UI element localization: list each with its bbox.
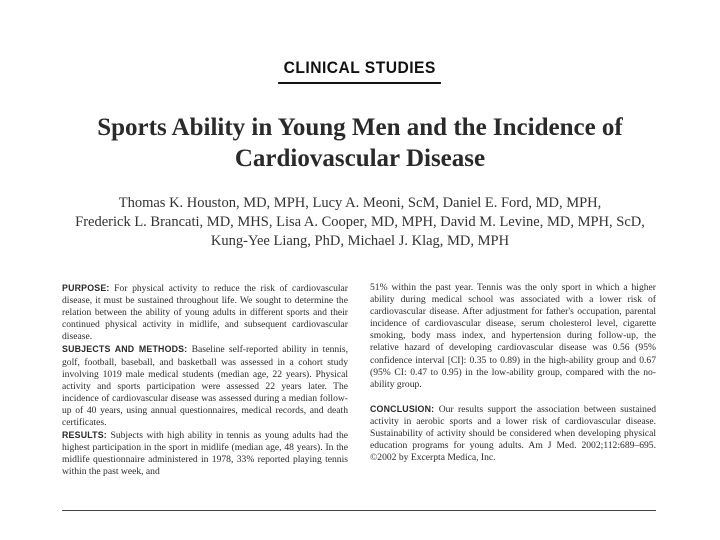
author-line: Kung-Yee Liang, PhD, Michael J. Klag, MD, MPH [210, 233, 510, 249]
conclusion-text: Our results support the association between sustained activity in aerobic sports and a lower risk of cardiovascular disease. Sustainability of activity should be considered when developing physical education programs for young adults. Am J Med. 2002;112:689–695. ©2002 by Excerpta Medica, Inc. [370, 403, 657, 464]
author-line: Frederick L. Brancati, MD, MHS, Lisa A. Cooper, MD, MPH, David M. Levine, MD, MPH, ScD, [75, 214, 645, 230]
methods-heading: SUBJECTS AND METHODS: [62, 344, 188, 355]
abstract-left-column [62, 282, 348, 479]
results-continuation-text: 51% within the past year. Tennis was the only sport in which a higher ability during medical school was associated with a lower risk of cardiovascular disease. After adjustment for father's occupation, parental incidence of cardiovascular disease, serum cholesterol level, cigarette smoking, body mass index, and hypertension during follow-up, the relative hazard of developing cardiovascular disease was 0.56 (95% confidence interval [CI]: 0.35 to 0.89) in the high-ability group and 0.67 (95% CI: 0.47 to 0.95) in the low-ability group, compared with the no-ability group. [370, 282, 656, 390]
abstract [62, 282, 656, 479]
abstract-results-continued [370, 282, 656, 391]
section-label-text: CLINICAL STUDIES [278, 58, 441, 84]
abstract-right-column [370, 282, 656, 479]
results-heading: RESULTS: [62, 430, 107, 441]
results-text: Subjects with high ability in tennis as young adults had the highest participation in the sport in midlife (median age, 48 years). In the midlife questionnaire administered in 1978, 33% reported playing tennis within the past week, and [62, 430, 348, 478]
author-line: Thomas K. Houston, MD, MPH, Lucy A. Meoni, ScM, Daniel E. Ford, MD, MPH, [118, 195, 602, 211]
bottom-rule [62, 510, 656, 511]
methods-text: Baseline self-reported ability in tennis, golf, football, baseball, and basketball was assessed in a cohort study involving 1019 male medical students (median age, 22 years). Physical activity and sports participation were assessed 22 years later. The incidence of cardiovascular disease was assessed during a median follow-up of 40 years, using annual questionnaires, medical records, and death certificates. [62, 344, 348, 429]
article-title: Sports Ability in Young Men and the Incidence of Cardiovascular Disease [97, 114, 623, 172]
abstract-results [62, 429, 348, 478]
author-list [30, 194, 690, 251]
purpose-text: For physical activity to reduce the risk of cardiovascular disease, it must be sustained throughout life. We sought to determine the relation between the ability of young adults in different sports and their continued physical activity in midlife, and subsequent cardiovascular disease. [62, 283, 348, 343]
section-label [0, 58, 720, 84]
purpose-heading: PURPOSE: [62, 283, 110, 293]
abstract-purpose [62, 282, 348, 343]
abstract-conclusion [370, 403, 656, 464]
abstract-methods [62, 343, 348, 429]
conclusion-heading: CONCLUSION: [370, 403, 435, 414]
